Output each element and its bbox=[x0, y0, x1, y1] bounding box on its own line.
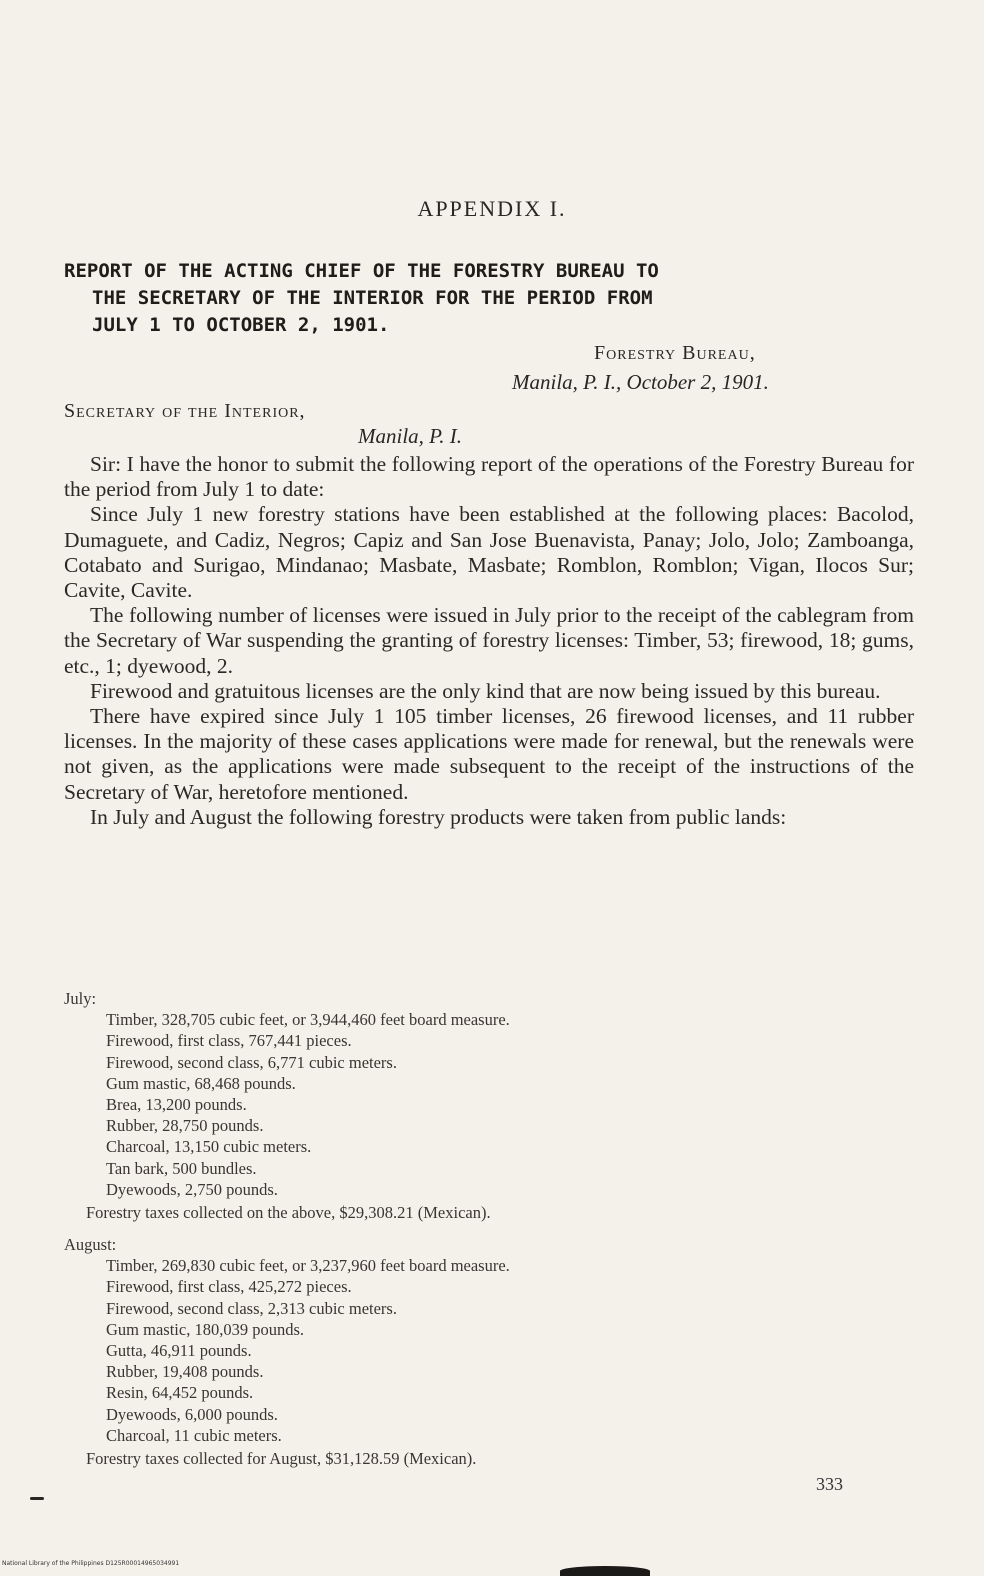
list-item: Gum mastic, 180,039 pounds. bbox=[106, 1319, 304, 1339]
list-item: Gutta, 46,911 pounds. bbox=[106, 1341, 252, 1361]
august-products bbox=[64, 1234, 914, 1469]
list-item: Firewood, first class, 767,441 pieces. bbox=[106, 1031, 352, 1051]
report-title bbox=[64, 258, 916, 339]
july-products bbox=[64, 988, 914, 1223]
list-item: Resin, 64,452 pounds. bbox=[106, 1383, 254, 1403]
july-heading: July: bbox=[64, 989, 97, 1008]
list-item: Timber, 269,830 cubic feet, or 3,237,960 feet board measure. bbox=[106, 1256, 510, 1276]
paragraph-licenses-expired: There have expired since July 1 105 timber licenses, 26 firewood licenses, and 11 rubber licenses. In the majority of these cases applications were made for renewal, but the renewals were not given, as the applications were made subsequent to the receipt of the instructions of the Secretary of War, heretofore mentioned. bbox=[64, 704, 914, 804]
paragraph-salutation: Sir: I have the honor to submit the following report of the operations of the Forestry Bureau for the period from July 1 to date: bbox=[64, 452, 914, 502]
august-heading: August: bbox=[64, 1235, 117, 1254]
page-number: 333 bbox=[816, 1474, 843, 1494]
list-item: Gum mastic, 68,468 pounds. bbox=[106, 1073, 296, 1093]
july-list bbox=[106, 1009, 914, 1200]
list-item: Firewood, second class, 2,313 cubic meters. bbox=[106, 1298, 397, 1318]
recipient-name: Secretary of the Interior, bbox=[64, 400, 306, 422]
binding-shadow bbox=[560, 1566, 650, 1576]
list-item: Firewood, first class, 425,272 pieces. bbox=[106, 1277, 352, 1297]
list-item: Brea, 13,200 pounds. bbox=[106, 1095, 247, 1115]
list-item: Charcoal, 11 cubic meters. bbox=[106, 1425, 282, 1445]
list-item: Firewood, second class, 6,771 cubic meters. bbox=[106, 1052, 397, 1072]
report-body bbox=[64, 452, 914, 830]
appendix-heading: APPENDIX I. bbox=[417, 196, 567, 221]
ink-mark bbox=[30, 1497, 44, 1500]
list-item: Timber, 328,705 cubic feet, or 3,944,460 feet board measure. bbox=[106, 1010, 510, 1030]
august-taxes: Forestry taxes collected for August, $31,128.59 (Mexican). bbox=[86, 1449, 477, 1469]
paragraph-licenses-issued: The following number of licenses were issued in July prior to the receipt of the cablegram from the Secretary of War suspending the granting of forestry licenses: Timber, 53; firewood, 18; gums, etc., 1; dyewood, 2. bbox=[64, 603, 914, 678]
sender-place-date: Manila, P. I., October 2, 1901. bbox=[512, 370, 769, 394]
sender-name: Forestry Bureau, bbox=[594, 342, 756, 364]
list-item: Charcoal, 13,150 cubic meters. bbox=[106, 1137, 312, 1157]
footer-library-id: National Library of the Philippines D125R00014965034991 bbox=[2, 1560, 180, 1567]
report-title-line-3: JULY 1 TO OCTOBER 2, 1901. bbox=[92, 314, 390, 336]
list-item: Rubber, 28,750 pounds. bbox=[106, 1116, 264, 1136]
list-item: Tan bark, 500 bundles. bbox=[106, 1158, 257, 1178]
list-item: Dyewoods, 2,750 pounds. bbox=[106, 1179, 278, 1199]
recipient-place: Manila, P. I. bbox=[358, 424, 463, 448]
list-item: Rubber, 19,408 pounds. bbox=[106, 1362, 264, 1382]
july-taxes: Forestry taxes collected on the above, $29,308.21 (Mexican). bbox=[86, 1203, 491, 1223]
list-item: Dyewoods, 6,000 pounds. bbox=[106, 1404, 278, 1424]
paragraph-products-intro: In July and August the following forestry products were taken from public lands: bbox=[90, 804, 787, 829]
report-title-line-2: THE SECRETARY OF THE INTERIOR FOR THE PERIOD FROM bbox=[92, 287, 653, 309]
paragraph-licenses-current: Firewood and gratuitous licenses are the only kind that are now being issued by this bureau. bbox=[90, 678, 881, 703]
august-list bbox=[106, 1255, 914, 1446]
report-title-line-1: REPORT OF THE ACTING CHIEF OF THE FORESTRY BUREAU TO bbox=[64, 260, 659, 282]
paragraph-stations: Since July 1 new forestry stations have been established at the following places: Bacolod, Dumaguete, and Cadiz, Negros; Capiz and San Jose Buenavista, Panay; Jolo, Jolo; Zamboanga, Cotabato and Surigao, Mindanao; Masbate, Masbate; Romblon, Romblon; Vigan, Ilocos Sur; Cavite, Cavite. bbox=[64, 502, 914, 603]
